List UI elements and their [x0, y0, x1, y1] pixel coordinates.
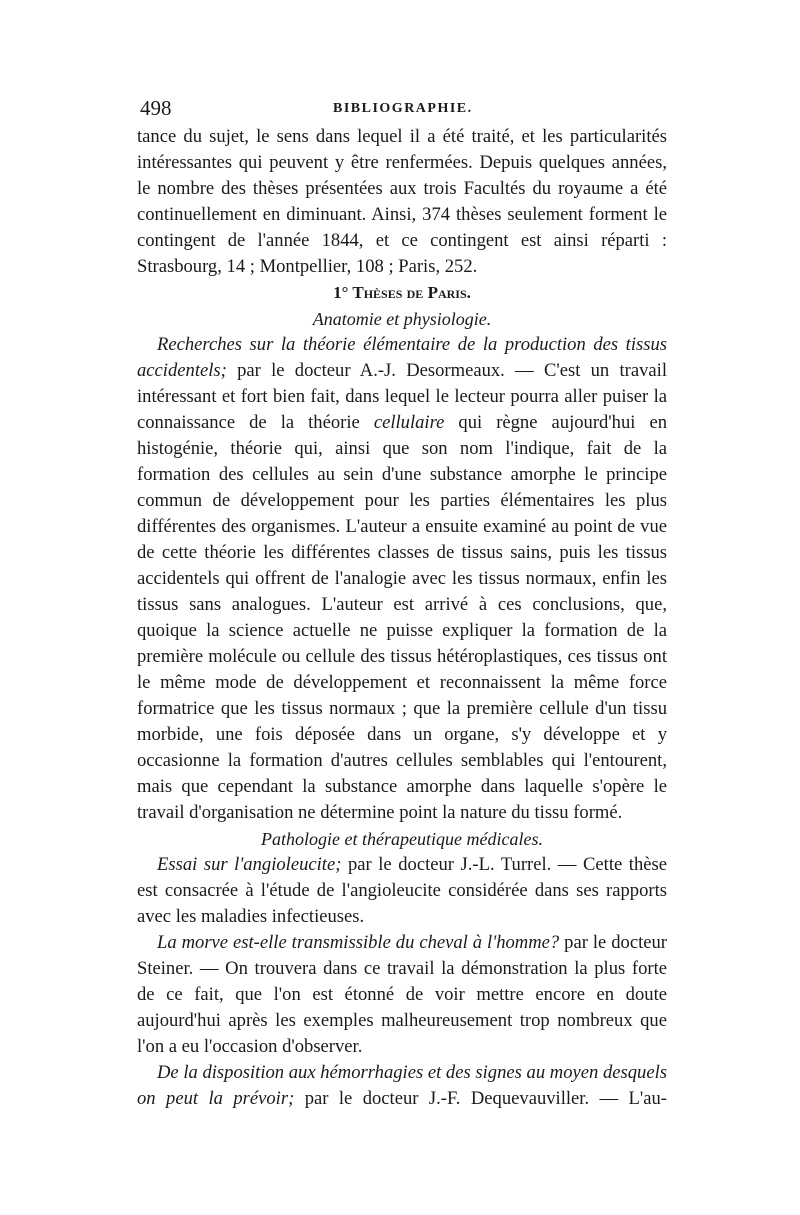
entry-dequevauviller: [137, 1060, 667, 1112]
section-heading: 1° Thèses de Paris.: [333, 283, 471, 302]
entry-text-continued: qui règne aujourd'hui en histogénie, théorie qui, ainsi que son nom l'indique, fait de la formation des cellules au sein d'une substance amorphe le principe commun de développement pour les parties élémentaires les plus différentes des organismes. L'auteur a ensuite examiné au point de vue de cette théorie les différentes classes de tissus sains, puis les tissus accidentels qui offrent de l'analogie avec les tissus normaux, enfin les tissus sans analogues. L'auteur est arrivé à ces conclusions, que, quoique la science actuelle ne puisse expliquer la formation de la première molécule ou cellule des tissus hétéroplastiques, ces tissus ont le même mode de développement et reconnaissent la même force formatrice que les tissus normaux ; que la première cellule d'un tissu morbide, une fois déposée dans un organe, s'y développe et y occasionne la formation d'autres cellules semblables qui l'entourent, mais que cependant la substance amorphe dans laquelle s'opère le travail d'organisation ne détermine point la nature du tissu formé.: [137, 412, 668, 823]
page-number: 498: [140, 96, 172, 120]
entry-title: Essai sur l'angioleucite;: [157, 854, 342, 875]
entry-title: Recherches sur la théorie élémentaire de la production des tissus accidentels;: [137, 334, 667, 381]
book-page: [137, 96, 667, 1112]
subsection-heading-anatomie: Anatomie et physiologie.: [312, 309, 492, 329]
entry-desormeaux: [137, 332, 667, 826]
entry-emphasis: cellulaire: [373, 412, 445, 433]
entry-text: par le docteur Steiner. — On trouvera dans ce travail la démonstration la plus forte de ce fait, que l'on est étonné de voir mettre encore en doute aujourd'hui après les exemples malheureusement trop nombreux que l'on a eu l'occasion d'observer.: [137, 932, 667, 1057]
entry-title: La morve est-elle transmissible du cheval à l'homme?: [157, 932, 560, 953]
entry-title: De la disposition aux hémorrhagies et des signes au moyen desquels on peut la prévoir;: [137, 1062, 667, 1109]
intro-paragraph: tance du sujet, le sens dans lequel il a été traité, et les particularités intéressantes qui peuvent y être renfermées. Depuis quelques années, le nombre des thèses présentées aux trois Facultés du royaume a été continuellement en diminuant. Ainsi, 374 thèses seulement forment le contingent de l'année 1844, et ce contingent est ainsi réparti : Strasbourg, 14 ; Montpellier, 108 ; Paris, 252.: [137, 126, 667, 277]
subsection-heading-pathologie: Pathologie et thérapeutique médicales.: [261, 829, 543, 849]
entry-turrel: [137, 852, 667, 930]
running-head: BIBLIOGRAPHIE.: [333, 101, 473, 116]
entry-text: par le docteur J.-F. Dequevauviller. — L'au-: [294, 1088, 667, 1109]
entry-steiner: [137, 930, 667, 1060]
entry-text: par le docteur J.-L. Turrel. — Cette thèse est consacrée à l'étude de l'angioleucite considérée dans ses rapports avec les maladies infectieuses.: [137, 854, 667, 927]
entry-text: par le docteur A.-J. Desormeaux. — C'est un travail intéressant et fort bien fait, dans lequel le lecteur pourra aller puiser la connaissance de la théorie: [137, 360, 667, 433]
page-header: [137, 96, 667, 124]
